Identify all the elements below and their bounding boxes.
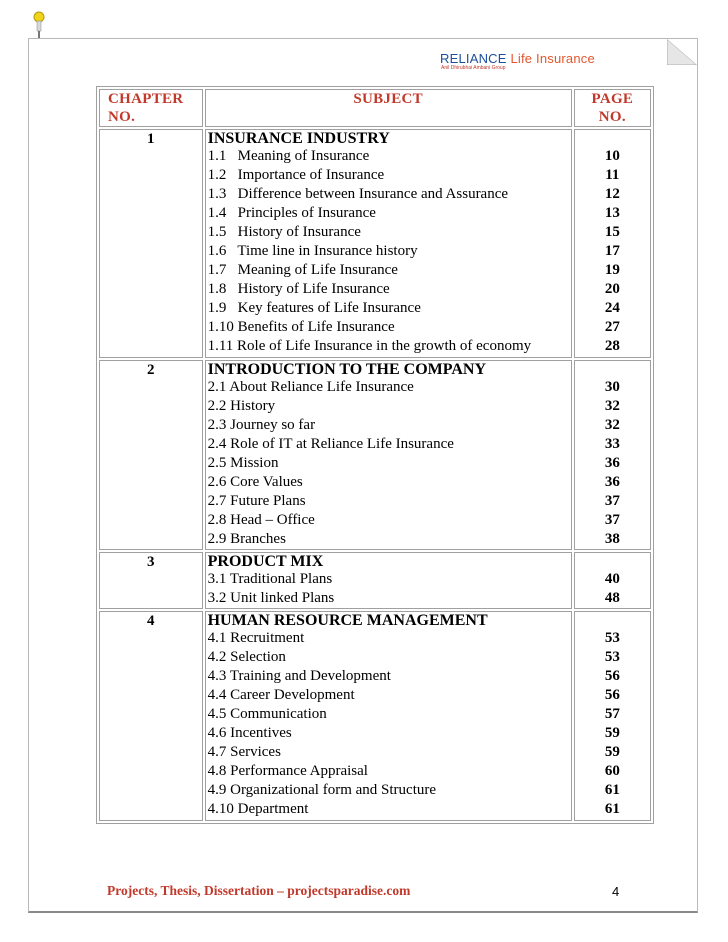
section-item: 3.1 Traditional Plans: [207, 570, 333, 587]
page-number: 40: [604, 570, 620, 587]
subject-col-header: SUBJECT: [205, 89, 572, 127]
section-item: 2.3 Journey so far: [207, 416, 316, 433]
chapter-number: 1: [99, 129, 203, 358]
section-item: 1.3 Difference between Insurance and Assurance: [207, 186, 509, 203]
section-item: 4.9 Organizational form and Structure: [207, 782, 437, 799]
section-item: 1.6 Time line in Insurance history: [207, 243, 418, 260]
section-item: 2.1 About Reliance Life Insurance: [207, 378, 414, 395]
section-item: 4.1 Recruitment: [207, 630, 305, 647]
page-number: 13: [604, 205, 620, 222]
page-number: 24: [604, 300, 620, 317]
page-col-header: PAGE NO.: [574, 89, 651, 127]
page-number: 12: [604, 186, 620, 203]
section-item: 4.7 Services: [207, 744, 281, 761]
page-number: 36: [604, 473, 620, 490]
chapter-subjects: [205, 129, 572, 358]
chapter-row: [99, 129, 651, 358]
chapter-title: PRODUCT MIX: [207, 552, 324, 570]
page-number: 38: [604, 530, 620, 547]
section-item: 4.8 Performance Appraisal: [207, 763, 368, 780]
page-number: 61: [604, 801, 620, 818]
section-item: 2.6 Core Values: [207, 473, 303, 490]
section-item: 4.4 Career Development: [207, 687, 355, 704]
chapter-row: [99, 611, 651, 820]
footer-page-number: 4: [612, 884, 620, 899]
chapter-title: HUMAN RESOURCE MANAGEMENT: [207, 612, 488, 630]
section-item: 1.7 Meaning of Life Insurance: [207, 262, 398, 279]
chapter-number: 4: [99, 611, 203, 820]
page-number: 28: [604, 338, 620, 355]
page-number: 59: [604, 744, 620, 761]
page-number: 15: [604, 224, 620, 241]
chapter-number: 2: [99, 360, 203, 550]
footer-source-text: Projects, Thesis, Dissertation – projectsparadise.com: [107, 883, 411, 898]
section-item: 2.7 Future Plans: [207, 492, 306, 509]
chapter-col-header: CHAPTER NO.: [99, 89, 203, 127]
section-item: 2.5 Mission: [207, 454, 279, 471]
page-fold-icon: [667, 39, 697, 65]
logo-product: Life Insurance: [510, 51, 595, 66]
section-item: 2.4 Role of IT at Reliance Life Insurance: [207, 435, 454, 452]
page-number: 56: [604, 668, 620, 685]
reliance-logo: [440, 51, 640, 75]
section-item: 4.5 Communication: [207, 706, 327, 723]
page-number: 48: [604, 589, 620, 606]
section-item: 2.8 Head – Office: [207, 511, 315, 528]
section-item: 4.10 Department: [207, 801, 309, 818]
section-item: 2.2 History: [207, 397, 276, 414]
section-item: 3.2 Unit linked Plans: [207, 589, 335, 606]
page-number: 32: [604, 397, 620, 414]
section-item: 1.11 Role of Life Insurance in the growth of economy: [207, 338, 532, 355]
section-item: 1.1 Meaning of Insurance: [207, 148, 370, 164]
table-of-contents: [96, 86, 654, 824]
page-number: 17: [604, 243, 620, 260]
chapter-row: [99, 552, 651, 609]
page-numbers: [574, 552, 651, 609]
page-number: 33: [604, 435, 620, 452]
page-numbers: [574, 360, 651, 550]
logo-tagline: Anil Dhirubhai Ambani Group: [441, 65, 506, 71]
page-numbers: [574, 611, 651, 820]
page-number: 36: [604, 454, 620, 471]
page-number: 56: [604, 687, 620, 704]
chapter-title: INTRODUCTION TO THE COMPANY: [207, 360, 487, 378]
page-number: 10: [604, 148, 620, 164]
section-item: 1.10 Benefits of Life Insurance: [207, 319, 395, 336]
section-item: 4.3 Training and Development: [207, 668, 391, 685]
section-item: 1.8 History of Life Insurance: [207, 281, 390, 298]
page-number: 59: [604, 725, 620, 742]
page-number: 30: [604, 378, 620, 395]
section-item: 1.9 Key features of Life Insurance: [207, 300, 421, 317]
page-number: 19: [604, 262, 620, 279]
page-number: 60: [604, 763, 620, 780]
page-number: 37: [604, 511, 620, 528]
page-number: 20: [604, 281, 620, 298]
page-number: 57: [604, 706, 620, 723]
chapter-subjects: [205, 360, 572, 550]
chapter-row: [99, 360, 651, 550]
page-number: 32: [604, 416, 620, 433]
section-item: 4.6 Incentives: [207, 725, 292, 742]
section-item: 2.9 Branches: [207, 530, 286, 547]
page-number: 61: [604, 782, 620, 799]
page-number: 53: [604, 649, 620, 666]
chapter-title: INSURANCE INDUSTRY: [207, 130, 390, 147]
page-number: 11: [605, 167, 620, 184]
section-item: 4.2 Selection: [207, 649, 286, 666]
toc-header-row: [99, 89, 651, 127]
chapter-subjects: [205, 552, 572, 609]
section-item: 1.4 Principles of Insurance: [207, 205, 376, 222]
page-number: 53: [604, 630, 620, 647]
section-item: 1.2 Importance of Insurance: [207, 167, 385, 184]
page-numbers: [574, 129, 651, 358]
chapter-number: 3: [99, 552, 203, 609]
logo-brand: RELIANCE: [440, 51, 507, 66]
chapter-subjects: [205, 611, 572, 820]
section-item: 1.5 History of Insurance: [207, 224, 361, 241]
page-number: 27: [604, 319, 620, 336]
page-number: 37: [604, 492, 620, 509]
